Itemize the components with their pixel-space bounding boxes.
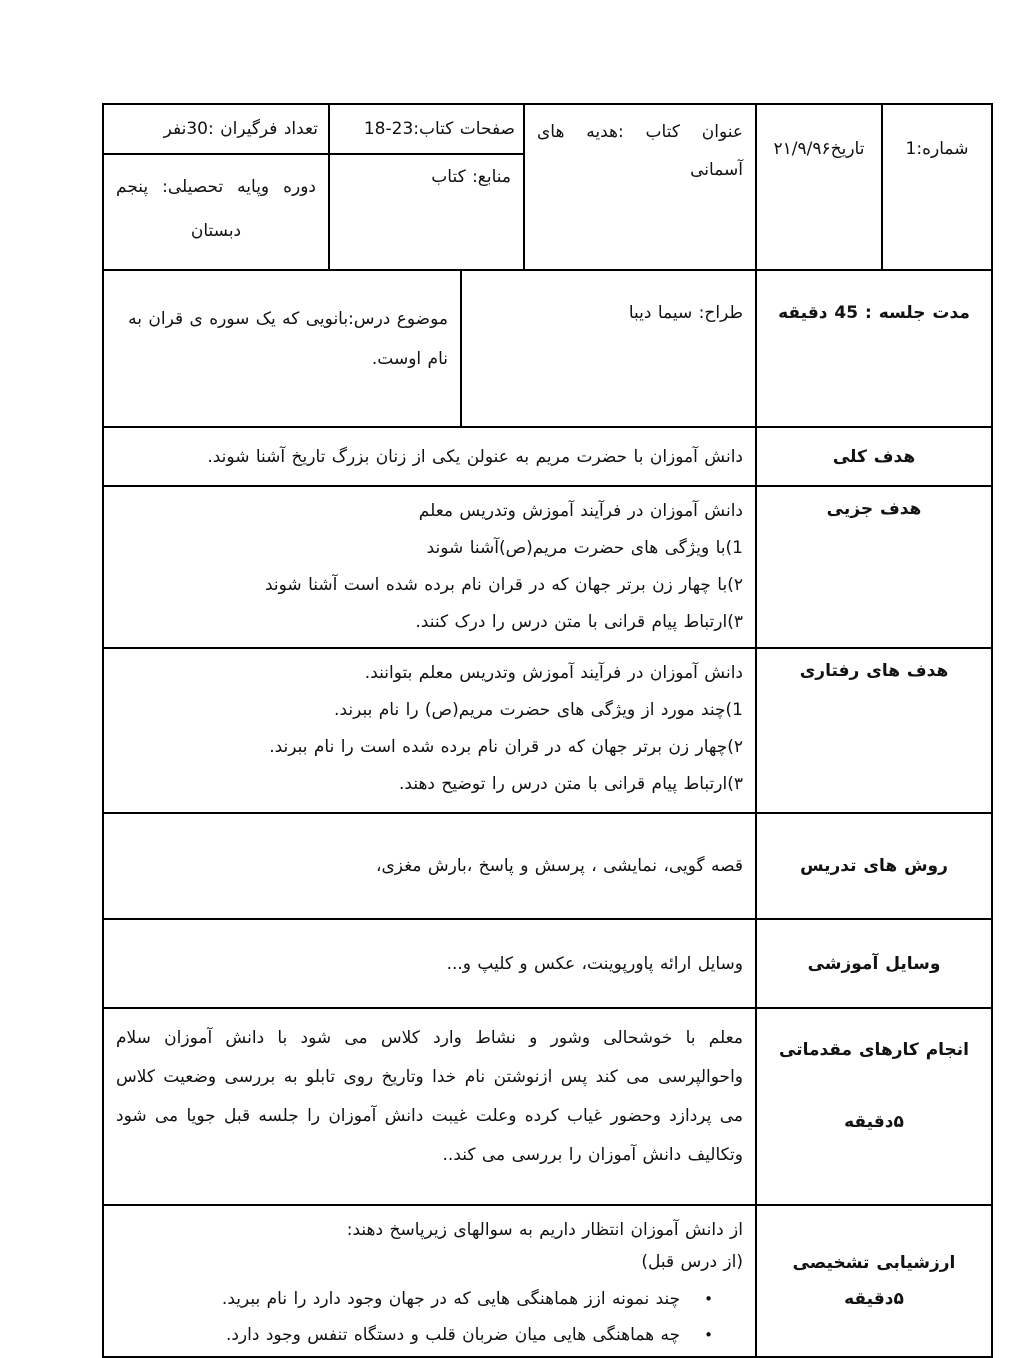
preliminary-tasks-content: معلم با خوشحالی وشور و نشاط وارد کلاس می شود با دانش آموزان سلام واحوالپرسی می کند پس ازنوشتن نام خدا وتاریخ روی تابلو به بررسی وضعیت کلاس می پردازد وحضور غیاب کرده وعلت غیبت دانش آموزان را جلسه قبل جویا می شود وتکالیف دانش آموزان را بررسی می کند.. xyxy=(103,1008,756,1205)
bullet-icon: • xyxy=(704,1290,713,1308)
general-goal-content: دانش آموزان با حضرت مریم به عنولن یکی از زنان بزرگ تاریخ آشنا شوند. xyxy=(103,427,756,486)
teaching-aids-content: وسایل ارائه پاورپوینت، عکس و کلیپ و... xyxy=(103,919,756,1008)
general-goal-row xyxy=(103,427,992,486)
partial-goal-label: هدف جزیی xyxy=(756,486,992,648)
grade-line1: دوره وپایه تحصیلی: پنجم xyxy=(116,177,316,197)
behavioral-goal-line: دانش آموزان در فرآیند آموزش وتدریس معلم بتوانند. xyxy=(364,663,743,683)
diagnostic-evaluation-row xyxy=(103,1205,992,1357)
partial-goal-line: ۳)ارتباط پیام قرانی با متن درس را درک کنند. xyxy=(415,612,743,632)
partial-goal-row xyxy=(103,486,992,648)
grade-line2: دبستان xyxy=(190,221,242,241)
general-goal-label: هدف کلی xyxy=(756,427,992,486)
diagnostic-note: (از درس قبل) xyxy=(641,1252,743,1272)
resources-cell: منابع: کتاب xyxy=(329,154,524,270)
behavioral-goals-row xyxy=(103,648,992,813)
learners-count-cell: تعداد فرگیران :30نفر xyxy=(103,104,329,154)
grade-cell xyxy=(103,154,329,270)
question-item xyxy=(116,1320,743,1350)
preliminary-tasks-row xyxy=(103,1008,992,1205)
question-text: چند نمونه ازز هماهنگی هایی که در جهان وجود دارد را نام ببرید. xyxy=(221,1289,681,1309)
book-title-cell xyxy=(524,104,756,270)
diagnostic-evaluation-duration: ۵دقیقه xyxy=(844,1289,904,1309)
preliminary-tasks-label-cell xyxy=(756,1008,992,1205)
subject-line2: نام اوست. xyxy=(371,349,448,369)
session-row xyxy=(103,270,992,427)
subject-line1: موضوع درس:بانویی که یک سوره ی قران به xyxy=(128,309,448,329)
behavioral-goal-line: ۳)ارتباط پیام قرانی با متن درس را توضیح دهند. xyxy=(399,774,743,794)
book-pages-cell: صفحات کتاب:23-18 xyxy=(329,104,524,154)
behavioral-goal-line: ۲)چهار زن برتر جهان که در قران نام برده شده است را نام ببرند. xyxy=(269,737,743,757)
designer-cell: طراح: سیما دیبا xyxy=(461,270,756,427)
behavioral-goals-content xyxy=(103,648,756,813)
teaching-methods-row xyxy=(103,813,992,919)
diagnostic-evaluation-content xyxy=(103,1205,756,1357)
question-item xyxy=(116,1284,743,1314)
teaching-methods-label: روش های تدریس xyxy=(756,813,992,919)
number-cell: شماره:1 xyxy=(882,104,992,270)
teaching-methods-content: قصه گویی، نمایشی ، پرسش و پاسخ ،بارش مغزی، xyxy=(103,813,756,919)
preliminary-tasks-duration: ۵دقیقه xyxy=(844,1112,904,1132)
diagnostic-intro: از دانش آموزان انتظار داریم به سوالهای زیرپاسخ دهند: xyxy=(346,1220,743,1240)
partial-goal-line: 1)با ویژگی های حضرت مریم(ص)آشنا شوند xyxy=(426,538,743,558)
header-row-1 xyxy=(103,104,992,154)
partial-goal-line: دانش آموزان در فرآیند آموزش وتدریس معلم xyxy=(418,501,743,521)
bullet-icon: • xyxy=(704,1326,713,1344)
question-text: چه هماهنگی هایی میان ضربان قلب و دستگاه تنفس وجود دارد. xyxy=(225,1325,681,1345)
diagnostic-evaluation-label: ارزشیابی تشخیصی xyxy=(792,1253,956,1273)
teaching-aids-label: وسایل آموزشی xyxy=(756,919,992,1008)
diagnostic-evaluation-label-cell xyxy=(756,1205,992,1357)
lesson-plan-table xyxy=(102,103,993,1358)
lesson-subject-cell xyxy=(103,270,461,427)
date-cell: تاریخ۲۱/۹/۹۶ xyxy=(756,104,882,270)
session-duration-cell: مدت جلسه : 45 دقیقه xyxy=(756,270,992,427)
teaching-aids-row xyxy=(103,919,992,1008)
book-title-line1: عنوان کتاب :هدیه های xyxy=(537,122,743,142)
behavioral-goals-label: هدف های رفتاری xyxy=(756,648,992,813)
preliminary-tasks-label: انجام کارهای مقدماتی xyxy=(778,1040,970,1060)
partial-goal-content xyxy=(103,486,756,648)
behavioral-goal-line: 1)چند مورد از ویژگی های حضرت مریم(ص) را نام ببرند. xyxy=(334,700,743,720)
partial-goal-line: ۲)با چهار زن برتر جهان که در قران نام برده شده است آشنا شوند xyxy=(264,575,743,595)
book-title-line2: آسمانی xyxy=(690,160,743,180)
